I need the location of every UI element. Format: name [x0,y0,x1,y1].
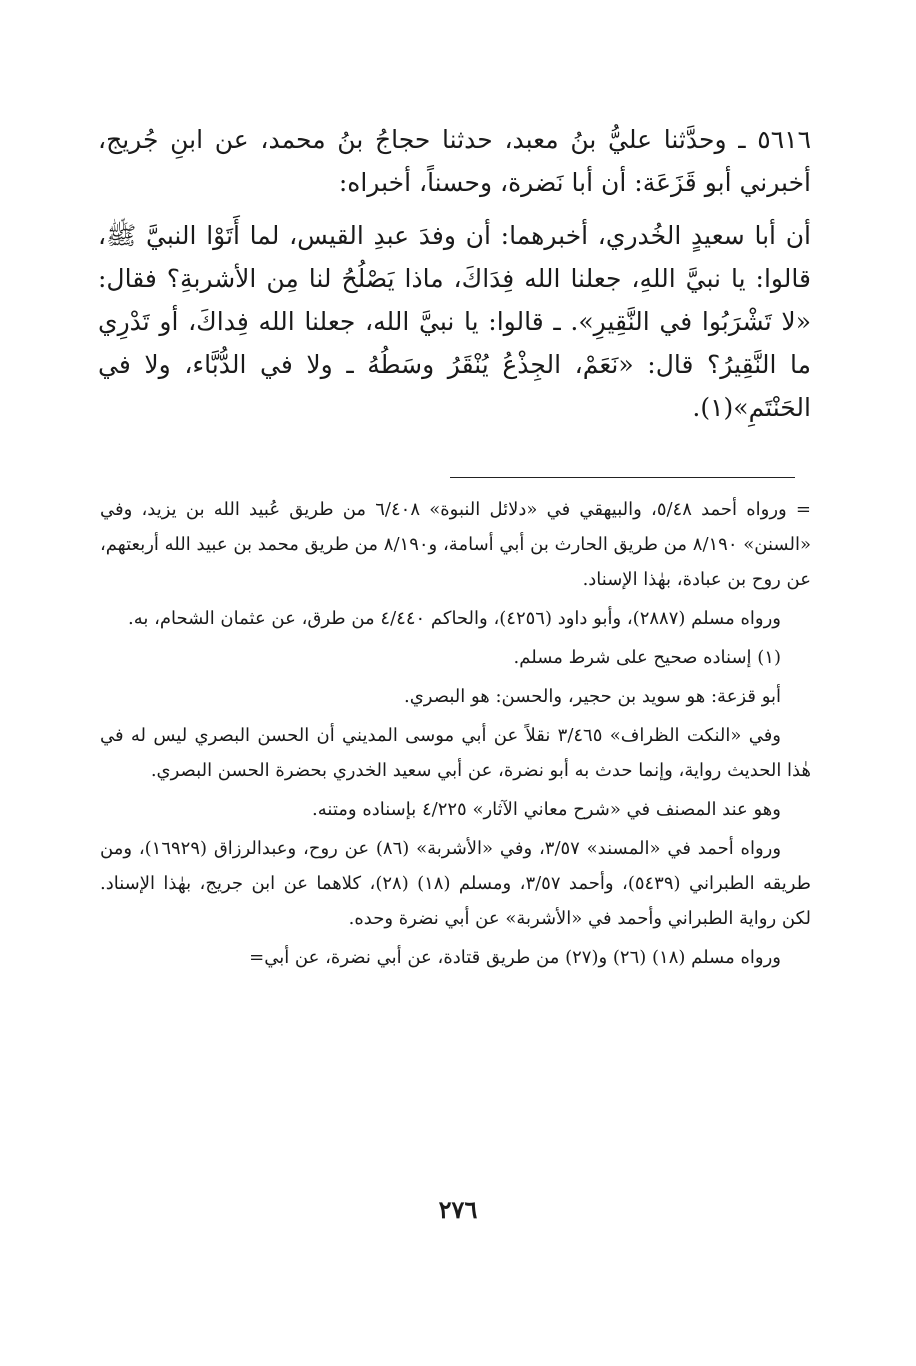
footnotes [100,492,811,979]
page-number: ٢٧٦ [438,1195,478,1224]
hadith-matn: أن أبا سعيدٍ الخُدري، أخبرهما: أن وفدَ عبدِ القيس، لما أَتَوْا النبيَّ ﷺ، قالوا: يا نبيَّ اللهِ، جعلنا الله فِدَاكَ، ماذا يَصْلُحُ لنا مِن الأشربةِ؟ فقال: «لا تَشْرَبُوا في النَّقِيرِ». ـ قالوا: يا نبيَّ الله، جعلنا الله فِداكَ، أو تَدْرِي ما النَّقِيرُ؟ قال: «نَعَمْ، الجِذْعُ يُنْقَرُ وسَطُهُ ـ ولا في الدُّبَّاء، ولا في الحَنْتَمِ»(١). [98,221,811,422]
footnote-paragraph: ورواه مسلم (١٨) (٢٦) و(٢٧) من طريق قتادة، عن أبي نضرة، عن أبي= [249,947,781,968]
footnote-paragraph: ورواه أحمد في «المسند» ٣/٥٧، وفي «الأشربة» (٨٦) عن روح، وعبدالرزاق (١٦٩٢٩)، ومن طريقه الطبراني (٥٤٣٩)، وأحمد ٣/٥٧، ومسلم (١٨) (٢٨)، كلاهما عن ابن جريج، بهٰذا الإسناد. لكن رواية الطبراني وأحمد في «الأشربة» عن أبي نضرة وحده. [100,838,811,929]
hadith-isnad: ٥٦١٦ ـ وحدَّثنا عليُّ بنُ معبد، حدثنا حجاجُ بنُ محمد، عن ابنِ جُريج، أخبرني أبو قَزَعَة: أن أبا نَضرة، وحسناً، أخبراه: [98,125,811,197]
footnote-paragraph: (١) إسناده صحيح على شرط مسلم. [513,647,781,668]
footnote-paragraph: = ورواه أحمد ٥/٤٨، والبيهقي في «دلائل النبوة» ٦/٤٠٨ من طريق عُبيد الله بن يزيد، وفي «السنن» ٨/١٩٠ من طريق الحارث بن أبي أسامة، و٨/١٩٠ من طريق محمد بن عبيد الله أربعتهم، عن روح بن عبادة، بهٰذا الإسناد. [100,499,812,590]
footnote-paragraph: ورواه مسلم (٢٨٨٧)، وأبو داود (٤٢٥٦)، والحاكم ٤/٤٤٠ من طرق، عن عثمان الشحام، به. [128,608,781,629]
footnote-divider [450,477,795,478]
hadith-text [98,118,811,429]
footnote-paragraph: وهو عند المصنف في «شرح معاني الآثار» ٤/٢٢٥ بإسناده ومتنه. [312,799,781,820]
footnote-paragraph: أبو قزعة: هو سويد بن حجير، والحسن: هو البصري. [403,686,781,707]
footnote-paragraph: وفي «النكت الظراف» ٣/٤٦٥ نقلاً عن أبي موسى المديني أن الحسن البصري ليس له في هٰذا الحديث رواية، وإنما حدث به أبو نضرة، عن أبي سعيد الخدري بحضرة الحسن البصري. [100,725,811,781]
